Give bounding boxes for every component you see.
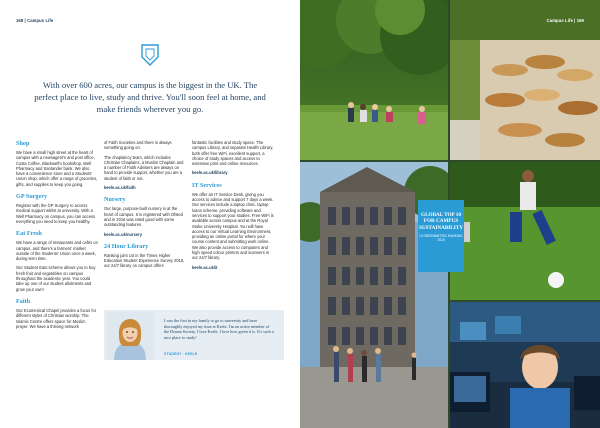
heading-faith: Faith — [16, 297, 31, 305]
photo-food-market — [450, 0, 600, 160]
heading-nursery: Nursery — [104, 196, 126, 204]
text-nursery: Our large, purpose-built nursery is at the heart of campus. It is registered with Ofsted and in 2016 was rated good with some outstanding features. — [104, 206, 183, 228]
column-1 — [16, 140, 98, 333]
text-faith: Our Ecumenical Chapel provides a focus for different styles of Christian worship. The Islamic Centre offers space for Muslim prayer. We have a thriving network — [16, 307, 97, 329]
photo-football-player — [450, 162, 600, 300]
badge-subtitle: UI GREENMETRIC RANKING 2018 — [419, 234, 463, 243]
text-library-cont: fantastic facilities and study space. The campus Library, and separate Health Library, both offer free WiFi, excellent support, a choice of study spaces and access to extensive print and online resources. — [192, 140, 274, 167]
shield-icon — [141, 44, 159, 66]
column-3 — [192, 140, 274, 274]
heading-shop: Shop — [16, 140, 30, 147]
text-eat-fresh-1: We have a range of restaurants and cafés on campus, and there's a farmers' market outside of the Students' Union once a week, during term time. — [16, 240, 98, 262]
link-faith[interactable]: keele.ac.uk/faith — [104, 185, 136, 191]
text-it-services: We offer an IT Service Desk, giving you access to advice and support 7 days a week. Our services include a laptop clinic, laptop loans scheme, providing software and services to support your studies. Free WiFi is available across campus and at the Royal Stoke University Hospital. You will have access to our Virtual Learning Environment, providing an online portal for where your course content and submitting work online. We also provide access to computers and high speed colour printers and scanners in our 24/7 library. — [192, 191, 274, 261]
photo-students-on-lawn — [300, 0, 448, 160]
sustainability-badge — [418, 200, 464, 272]
heading-gp-surgery: GP Surgery — [16, 193, 48, 201]
text-gp-surgery: Register with the GP Surgery to access medical support whilst at university. With a Well Pharmacy on campus, you can access everything you need to keep you healthy. — [16, 203, 96, 224]
text-faith-cont: of Faith Societies and there is always something going on. — [104, 140, 172, 151]
student-portrait-photo — [106, 312, 154, 360]
right-page — [300, 0, 600, 428]
text-shop: We have a small high street at the heart of campus with a newsagent's and post office, Costa Coffee, Blackwell's bookshop, Well Pharmacy and Santander bank. We also have a convenience store and a Students' Union shop, which offer a range of groceries, gifts, and supplies to keep you going. — [16, 150, 98, 187]
student-quote-attribution: STUDENT · KEELE — [164, 352, 198, 356]
text-library: Ranking joint 1st in the Times Higher Education Student Experience Survey 2018, our 24/7 library on campus offers — [104, 252, 185, 269]
heading-eat-fresh: Eat Fresh — [16, 230, 42, 238]
heading-it-services: IT Services — [192, 181, 222, 189]
column-2 — [104, 140, 186, 273]
text-chaplaincy: The chaplaincy team, which includes Christian Chaplains, a Muslim Chaplain and a number of Faith Advisers are always on hand to provide support, whether you are a student of faith or not. — [104, 154, 184, 181]
page-folio-right: Campus Life | 169 — [546, 18, 584, 23]
intro-text: With over 600 acres, our campus is the biggest in the UK. The perfect place to live, study and thrive. You'll soon feel at home, and make friends wherever you go. — [34, 80, 266, 114]
badge-title: GLOBAL TOP 10 FOR CAMPUS SUSTAINABILITY — [418, 212, 463, 231]
link-nursery[interactable]: keele.ac.uk/nursery — [104, 231, 143, 237]
text-eat-fresh-2: Our Student Eats scheme allows you to buy fresh fruit and vegetables on campus throughout the academic year. You could take up one of our student allotments and grow your own! — [16, 265, 96, 292]
page-folio-left: 168 | Campus Life — [16, 18, 54, 23]
heading-library: 24 Hour Library — [104, 242, 149, 250]
student-quote: I was the first in my family to go to university and have thoroughly enjoyed my time at Keele. I'm an active member of the Drama Society. I love Keele. I love how green it is. It's such a nice place to study! — [164, 318, 274, 340]
photo-computer-room — [450, 302, 600, 428]
link-it[interactable]: keele.ac.uk/it — [192, 264, 218, 270]
link-library[interactable]: keele.ac.uk/library — [192, 170, 228, 176]
